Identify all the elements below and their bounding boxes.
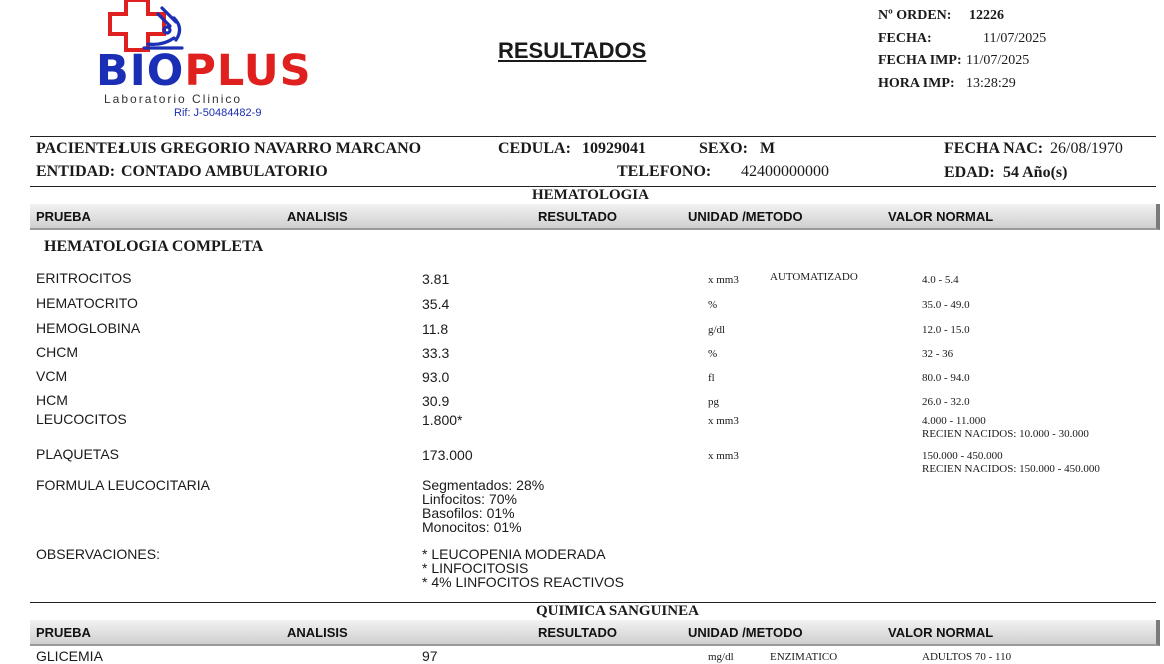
group-title-hematologia-completa: HEMATOLOGIA COMPLETA	[44, 238, 264, 255]
quimica-row-unit: mg/dl	[708, 651, 734, 663]
test-name: HCM	[36, 392, 68, 408]
test-result: 1.800*	[422, 412, 463, 428]
section-title-hematologia: HEMATOLOGIA	[532, 187, 649, 203]
test-normal-range-newborn: RECIEN NACIDOS: 150.000 - 450.000	[922, 463, 1100, 475]
formula-line: Basofilos: 01%	[422, 505, 515, 521]
fecha-label: FECHA:	[878, 31, 932, 46]
test-name: CHCM	[36, 344, 78, 360]
logo-plus-text: PLUS	[184, 46, 312, 96]
logo-wordmark	[96, 46, 312, 96]
cedula-label: CEDULA:	[498, 140, 571, 157]
quimica-row-method: ENZIMATICO	[770, 651, 838, 663]
test-unit: g/dl	[708, 324, 726, 336]
observacion-line: * LEUCOPENIA MODERADA	[422, 546, 606, 562]
hora-imp-label: HORA IMP:	[878, 76, 955, 91]
test-normal-range: 4.0 - 5.4	[922, 274, 959, 286]
test-unit: fl	[708, 372, 715, 384]
fecha-value: 11/07/2025	[983, 31, 1047, 46]
quimica-row-result: 97	[422, 648, 438, 664]
col-unidad-metodo: UNIDAD /METODO	[688, 209, 803, 224]
formula-line: Segmentados: 28%	[422, 477, 545, 493]
observacion-line: * LINFOCITOSIS	[422, 560, 529, 576]
entidad-value: CONTADO AMBULATORIO	[121, 163, 328, 180]
test-normal-range: 32 - 36	[922, 348, 954, 360]
test-result: 33.3	[422, 345, 450, 361]
test-normal-range: 80.0 - 94.0	[922, 372, 970, 384]
quimica-row-normal: ADULTOS 70 - 110	[922, 651, 1012, 663]
col-valor-normal: VALOR NORMAL	[888, 209, 994, 224]
column-header-bar	[30, 204, 1160, 230]
test-result: 35.4	[422, 296, 450, 312]
patient-top-rule	[30, 136, 1156, 137]
test-method: AUTOMATIZADO	[770, 271, 858, 283]
col-analisis: ANALISIS	[287, 625, 348, 640]
fecha-nac-label: FECHA NAC:	[944, 140, 1044, 157]
col-resultado: RESULTADO	[538, 209, 617, 224]
test-normal-range-newborn: RECIEN NACIDOS: 10.000 - 30.000	[922, 428, 1089, 440]
test-normal-range: 35.0 - 49.0	[922, 299, 970, 311]
test-name: PLAQUETAS	[36, 446, 119, 462]
test-name: LEUCOCITOS	[36, 411, 127, 427]
paciente-value: LUIS GREGORIO NAVARRO MARCANO	[119, 140, 422, 157]
fecha-imp-label: FECHA IMP:	[878, 53, 962, 68]
hora-imp-value: 13:28:29	[966, 76, 1016, 91]
test-result: 30.9	[422, 393, 450, 409]
col-unidad-metodo: UNIDAD /METODO	[688, 625, 803, 640]
column-header-bar-quimica	[30, 620, 1160, 646]
test-name: ERITROCITOS	[36, 270, 132, 286]
formula-lines	[422, 478, 544, 534]
observacion-line: * 4% LINFOCITOS REACTIVOS	[422, 574, 625, 590]
col-resultado: RESULTADO	[538, 625, 617, 640]
logo-rif: Rif: J-50484482-9	[174, 107, 262, 119]
col-valor-normal: VALOR NORMAL	[888, 625, 994, 640]
test-unit: x mm3	[708, 415, 739, 427]
formula-line: Monocitos: 01%	[422, 519, 522, 535]
col-prueba: PRUEBA	[36, 625, 91, 640]
formula-label: FORMULA LEUCOCITARIA	[36, 477, 210, 493]
edad-label: EDAD:	[944, 164, 995, 181]
entidad-label: ENTIDAD:	[36, 163, 116, 180]
logo-bio-text: BIO	[96, 46, 185, 96]
test-name: HEMOGLOBINA	[36, 320, 141, 336]
telefono-label: TELEFONO:	[617, 163, 712, 180]
test-normal-range: 4.000 - 11.000	[922, 415, 986, 427]
test-result: 3.81	[422, 271, 450, 287]
logo-subtitle: Laboratorio Clinico	[104, 92, 243, 106]
test-unit: x mm3	[708, 450, 739, 462]
test-result: 93.0	[422, 369, 450, 385]
telefono-value: 42400000000	[741, 163, 829, 180]
orden-value: 12226	[969, 8, 1004, 23]
sexo-value: M	[760, 140, 776, 157]
cedula-value: 10929041	[582, 140, 646, 157]
test-unit: x mm3	[708, 274, 739, 286]
test-normal-range: 150.000 - 450.000	[922, 450, 1003, 462]
fecha-imp-value: 11/07/2025	[966, 53, 1030, 68]
section-title-quimica: QUIMICA SANGUINEA	[536, 603, 699, 619]
test-normal-range: 26.0 - 32.0	[922, 396, 970, 408]
formula-line: Linfocitos: 70%	[422, 491, 517, 507]
observaciones-lines	[422, 547, 624, 589]
test-unit: %	[708, 299, 718, 311]
edad-value: 54 Año(s)	[1003, 164, 1068, 181]
page-title: RESULTADOS	[498, 38, 647, 63]
test-result: 11.8	[422, 321, 449, 337]
sexo-label: SEXO:	[699, 140, 748, 157]
test-name: VCM	[36, 368, 68, 384]
observaciones-label: OBSERVACIONES:	[36, 546, 160, 562]
orden-label: Nº ORDEN:	[878, 8, 952, 23]
test-name: HEMATOCRITO	[36, 295, 138, 311]
paciente-label: PACIENTE:	[36, 140, 123, 157]
test-unit: %	[708, 348, 718, 360]
lab-logo	[44, 0, 312, 125]
test-normal-range: 12.0 - 15.0	[922, 324, 970, 336]
test-result: 173.000	[422, 447, 473, 463]
col-analisis: ANALISIS	[287, 209, 348, 224]
fecha-nac-value: 26/08/1970	[1050, 140, 1123, 157]
quimica-row-name: GLICEMIA	[36, 648, 103, 664]
col-prueba: PRUEBA	[36, 209, 91, 224]
test-unit: pg	[708, 396, 719, 408]
